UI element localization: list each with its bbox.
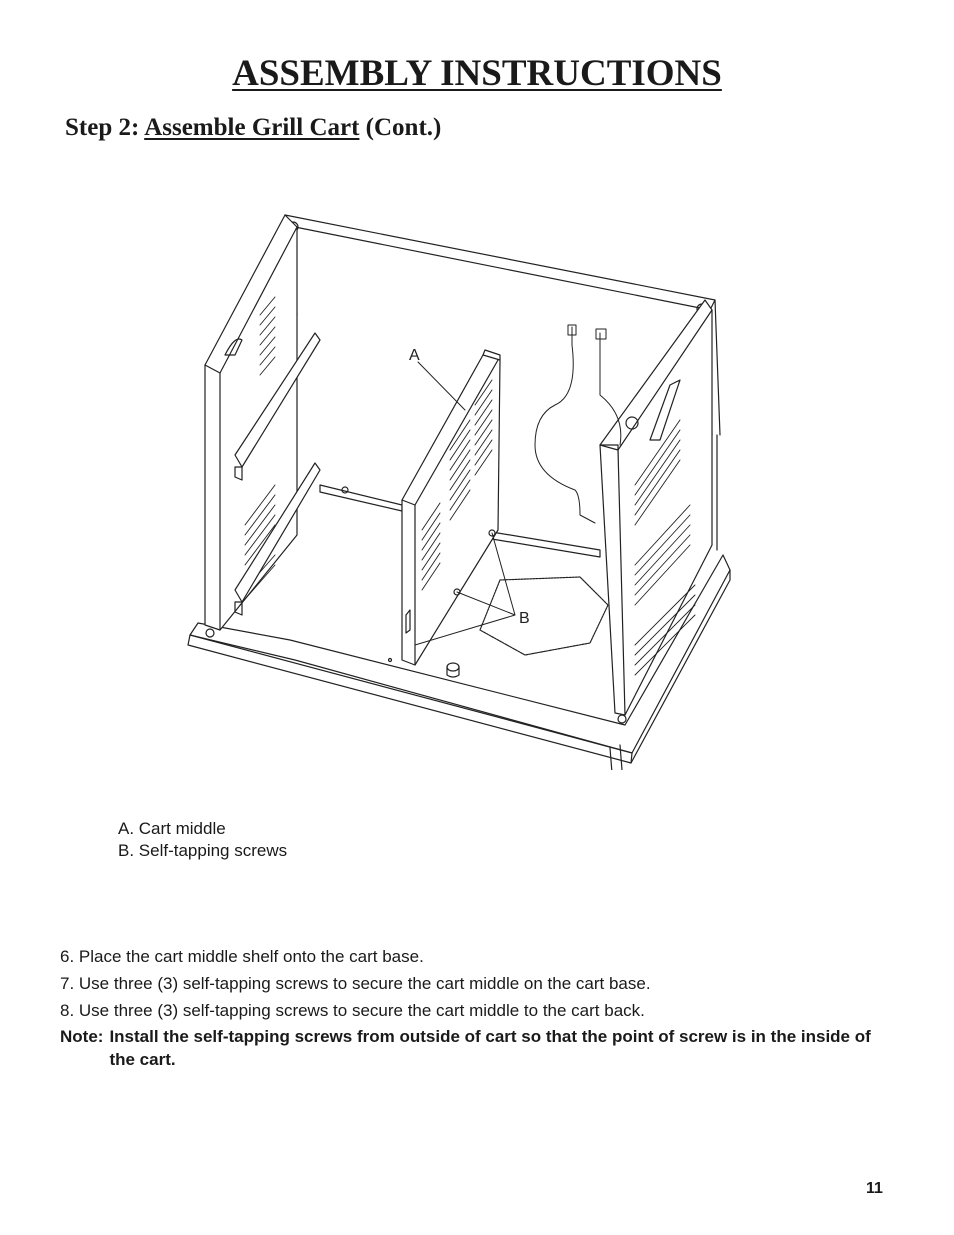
legend-item-a: A. Cart middle bbox=[118, 819, 226, 838]
note bbox=[60, 1025, 900, 1071]
callout-b: B bbox=[519, 610, 530, 627]
note-label: Note: bbox=[60, 1027, 104, 1046]
step-name: Assemble Grill Cart bbox=[144, 114, 360, 141]
figure-legend bbox=[118, 818, 287, 862]
callout-a: A bbox=[409, 347, 420, 364]
lower-cross-bar bbox=[320, 485, 402, 511]
step-suffix: (Cont.) bbox=[365, 114, 442, 141]
page-number: 11 bbox=[866, 1180, 883, 1197]
right-side-panel bbox=[600, 300, 712, 715]
step-prefix: Step 2: bbox=[65, 114, 140, 141]
left-side-panel bbox=[205, 215, 320, 630]
note-text: Install the self-tapping screws from outside of cart so that the point of screw is in the inside of the cart. bbox=[109, 1027, 871, 1069]
instruction-item: 6. Place the cart middle shelf onto the cart base. bbox=[60, 947, 424, 966]
floor-hole bbox=[480, 577, 608, 655]
legend-item-b: B. Self-tapping screws bbox=[118, 841, 288, 860]
instruction-item: 8. Use three (3) self-tapping screws to secure the cart middle to the cart back. bbox=[60, 1001, 645, 1020]
page-title: ASSEMBLY INSTRUCTIONS bbox=[232, 53, 722, 94]
instruction-item: 7. Use three (3) self-tapping screws to secure the cart middle on the cart base. bbox=[60, 974, 651, 993]
step-heading bbox=[65, 114, 441, 142]
instruction-list bbox=[60, 943, 900, 1071]
grill-cart-diagram bbox=[180, 205, 740, 770]
